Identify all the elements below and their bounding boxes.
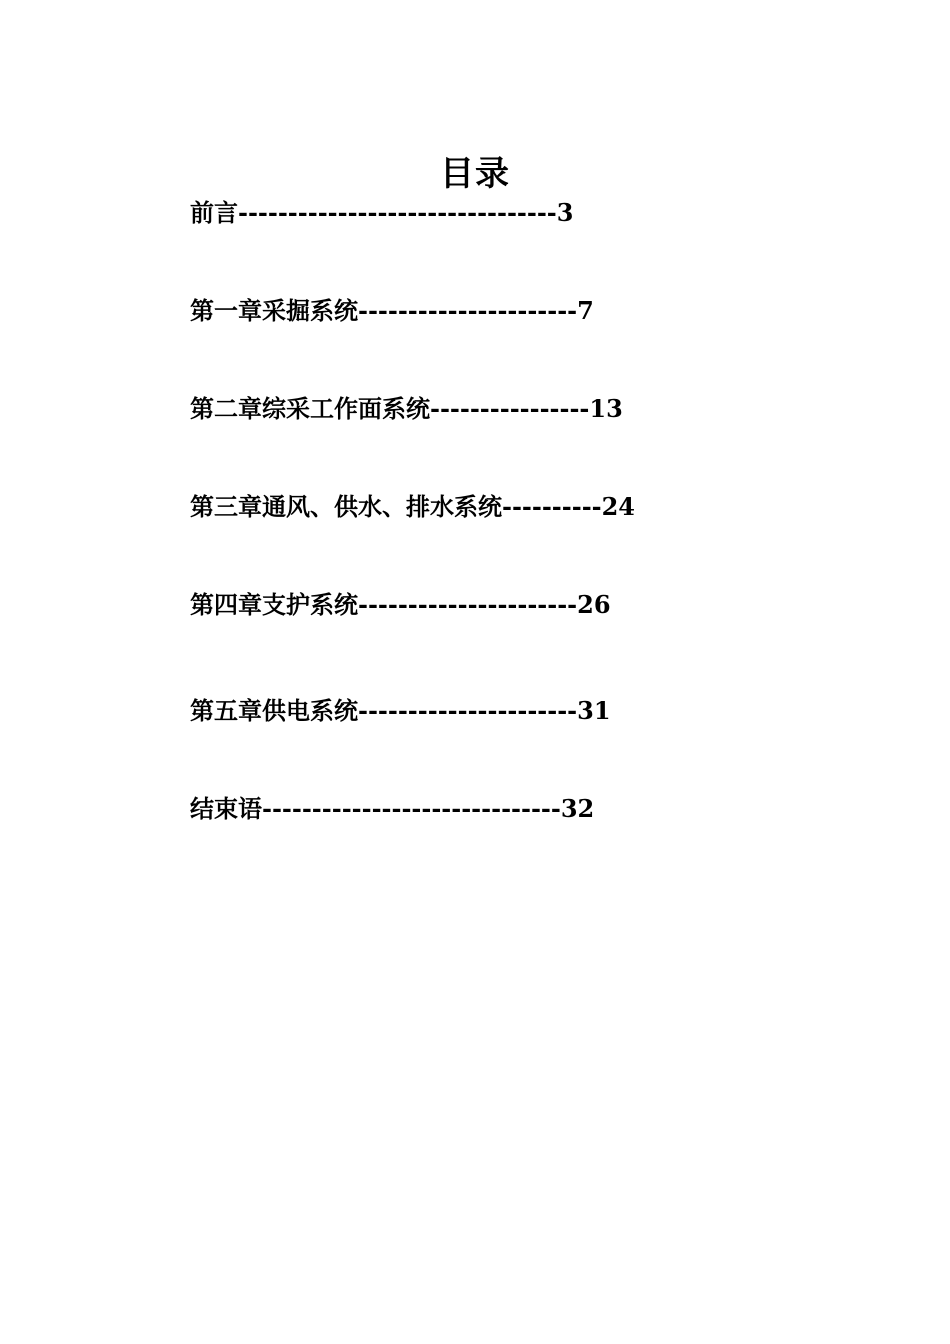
toc-entry-leader: ----------	[502, 492, 602, 521]
toc-entry-conclusion	[190, 792, 750, 826]
toc-heading	[0, 152, 950, 196]
toc-entry-page: 32	[560, 794, 595, 823]
toc-entry-label: 结束语	[190, 794, 262, 823]
toc-entry-chapter-5	[190, 694, 750, 728]
toc-entry-label: 第四章支护系统	[190, 590, 358, 619]
toc-entry-leader: ----------------------	[358, 590, 578, 619]
toc-entry-chapter-2	[190, 392, 750, 426]
toc-entry-leader: ----------------------	[358, 296, 578, 325]
toc-entry-page: 31	[577, 696, 611, 725]
toc-entry-chapter-3	[190, 490, 750, 524]
toc-entry-page: 13	[589, 394, 623, 423]
toc-entry-leader: ------------------------------	[262, 794, 561, 823]
toc-entry-label: 第一章采掘系统	[190, 296, 358, 325]
toc-entry-page: 26	[577, 590, 611, 619]
toc-entry-label: 第二章综采工作面系统	[190, 394, 430, 423]
toc-entry-leader: ----------------------	[358, 696, 578, 725]
toc-entry-chapter-4	[190, 588, 750, 622]
toc-entry-page: 3	[556, 198, 574, 227]
toc-entry-page: 24	[601, 492, 636, 521]
toc-entry-label: 前言	[190, 198, 238, 227]
toc-entry-leader: ----------------	[430, 394, 590, 423]
toc-entry-label: 第五章供电系统	[190, 696, 358, 725]
toc-entry-page: 7	[577, 296, 594, 325]
toc-entry-preface	[190, 196, 750, 230]
toc-entry-label: 第三章通风、供水、排水系统	[190, 492, 502, 521]
toc-heading-text: 目录	[440, 154, 510, 194]
toc-entry-leader: --------------------------------	[238, 198, 557, 227]
toc-entry-chapter-1	[190, 294, 750, 328]
